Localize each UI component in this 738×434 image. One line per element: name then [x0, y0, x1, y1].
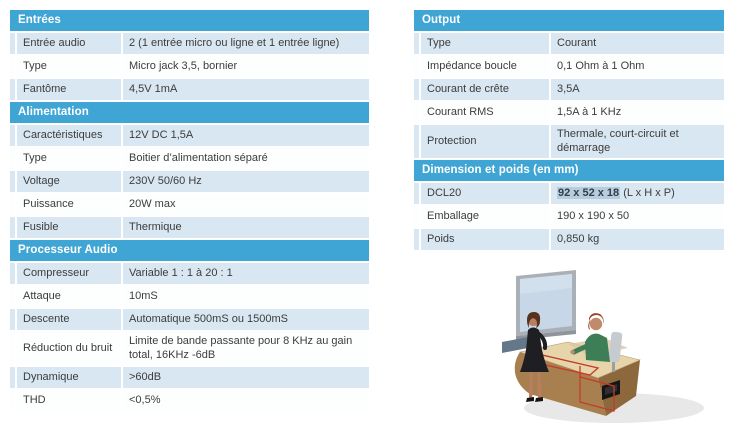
row-accent-sliver	[414, 183, 419, 204]
row-accent-sliver	[10, 332, 15, 365]
row-accent-sliver	[414, 33, 419, 54]
row-accent-sliver	[10, 217, 15, 238]
spec-label: Type	[17, 148, 121, 169]
row-accent-sliver	[10, 79, 15, 100]
spec-row	[10, 194, 369, 215]
table-alimentation	[8, 100, 371, 240]
spec-row	[414, 206, 724, 227]
row-accent-sliver	[10, 148, 15, 169]
spec-value: >60dB	[123, 367, 369, 388]
spec-label: Réduction du bruit	[17, 332, 121, 365]
spec-label: Compresseur	[17, 263, 121, 284]
spec-label: Dynamique	[17, 367, 121, 388]
spec-label: Voltage	[17, 171, 121, 192]
section-header-output: Output	[414, 10, 724, 31]
spec-row	[10, 286, 369, 307]
row-accent-sliver	[10, 367, 15, 388]
spec-row	[10, 148, 369, 169]
spec-row	[414, 183, 724, 204]
spec-value: <0,5%	[123, 390, 369, 411]
spec-value: Boitier d’alimentation séparé	[123, 148, 369, 169]
spec-value	[551, 183, 724, 204]
spec-row	[414, 229, 724, 250]
spec-value: 10mS	[123, 286, 369, 307]
spec-value: Thermale, court-circuit et démarrage	[551, 125, 724, 158]
spec-label: Emballage	[421, 206, 549, 227]
side-shelf	[502, 337, 528, 353]
spec-value: 230V 50/60 Hz	[123, 171, 369, 192]
spec-label: Fusible	[17, 217, 121, 238]
spec-label: Type	[17, 56, 121, 77]
spec-label: Caractéristiques	[17, 125, 121, 146]
spec-label: Impédance boucle	[421, 56, 549, 77]
spec-row	[10, 263, 369, 284]
spec-label: Courant RMS	[421, 102, 549, 123]
spec-label: Courant de crête	[421, 79, 549, 100]
spec-label: Type	[421, 33, 549, 54]
spec-label: Descente	[17, 309, 121, 330]
row-accent-sliver	[414, 79, 419, 100]
spec-value: Courant	[551, 33, 724, 54]
spec-value: Thermique	[123, 217, 369, 238]
row-accent-sliver	[414, 56, 419, 77]
spec-label: THD	[17, 390, 121, 411]
spec-row	[10, 171, 369, 192]
spec-row	[414, 79, 724, 100]
spec-value: Limite de bande passante pour 8 KHz au gain total, 16KHz -6dB	[123, 332, 369, 365]
spec-label: Puissance	[17, 194, 121, 215]
dimension-suffix: (L x H x P)	[620, 186, 675, 199]
spec-row	[10, 33, 369, 54]
row-accent-sliver	[10, 390, 15, 411]
right-spec-column	[412, 8, 726, 252]
spec-label: Attaque	[17, 286, 121, 307]
spec-value: 190 x 190 x 50	[551, 206, 724, 227]
spec-value: Automatique 500mS ou 1500mS	[123, 309, 369, 330]
row-accent-sliver	[414, 206, 419, 227]
spec-value: 0,1 Ohm à 1 Ohm	[551, 56, 724, 77]
table-dimension-poids	[412, 158, 726, 252]
row-accent-sliver	[10, 125, 15, 146]
spec-value: 3,5A	[551, 79, 724, 100]
spec-value: 0,850 kg	[551, 229, 724, 250]
row-accent-sliver	[10, 171, 15, 192]
spec-value: Variable 1 : 1 à 20 : 1	[123, 263, 369, 284]
spec-row	[10, 217, 369, 238]
spec-value: 12V DC 1,5A	[123, 125, 369, 146]
spec-value: Micro jack 3,5, bornier	[123, 56, 369, 77]
table-entrees	[8, 8, 371, 102]
row-accent-sliver	[10, 56, 15, 77]
spec-value: 1,5A à 1 KHz	[551, 102, 724, 123]
row-accent-sliver	[10, 286, 15, 307]
spec-value: 2 (1 entrée micro ou ligne et 1 entrée ligne)	[123, 33, 369, 54]
section-header-alimentation: Alimentation	[10, 102, 369, 123]
table-output	[412, 8, 726, 160]
spec-row	[10, 79, 369, 100]
spec-row	[10, 390, 369, 411]
section-header-entrees: Entrées	[10, 10, 369, 31]
row-accent-sliver	[10, 263, 15, 284]
spec-row	[414, 33, 724, 54]
spec-row	[414, 125, 724, 158]
spec-row	[414, 56, 724, 77]
spec-label: Poids	[421, 229, 549, 250]
spec-row	[10, 56, 369, 77]
spec-label: Protection	[421, 125, 549, 158]
row-accent-sliver	[414, 102, 419, 123]
row-accent-sliver	[10, 309, 15, 330]
row-accent-sliver	[414, 229, 419, 250]
spec-label: DCL20	[421, 183, 549, 204]
reception-desk-illustration	[486, 256, 738, 434]
spec-row	[10, 125, 369, 146]
section-header-dimension-poids: Dimension et poids (en mm)	[414, 160, 724, 181]
spec-row	[414, 102, 724, 123]
spec-row	[10, 309, 369, 330]
spec-value: 4,5V 1mA	[123, 79, 369, 100]
glass-panel	[516, 270, 576, 340]
left-spec-column	[8, 8, 371, 413]
row-accent-sliver	[414, 125, 419, 158]
dimension-highlight: 92 x 52 x 18	[558, 186, 620, 199]
row-accent-sliver	[10, 194, 15, 215]
section-header-processeur-audio: Processeur Audio	[10, 240, 369, 261]
table-processeur-audio	[8, 238, 371, 413]
row-accent-sliver	[10, 33, 15, 54]
spec-label: Entrée audio	[17, 33, 121, 54]
spec-row	[10, 332, 369, 365]
spec-label: Fantôme	[17, 79, 121, 100]
spec-row	[10, 367, 369, 388]
spec-value: 20W max	[123, 194, 369, 215]
